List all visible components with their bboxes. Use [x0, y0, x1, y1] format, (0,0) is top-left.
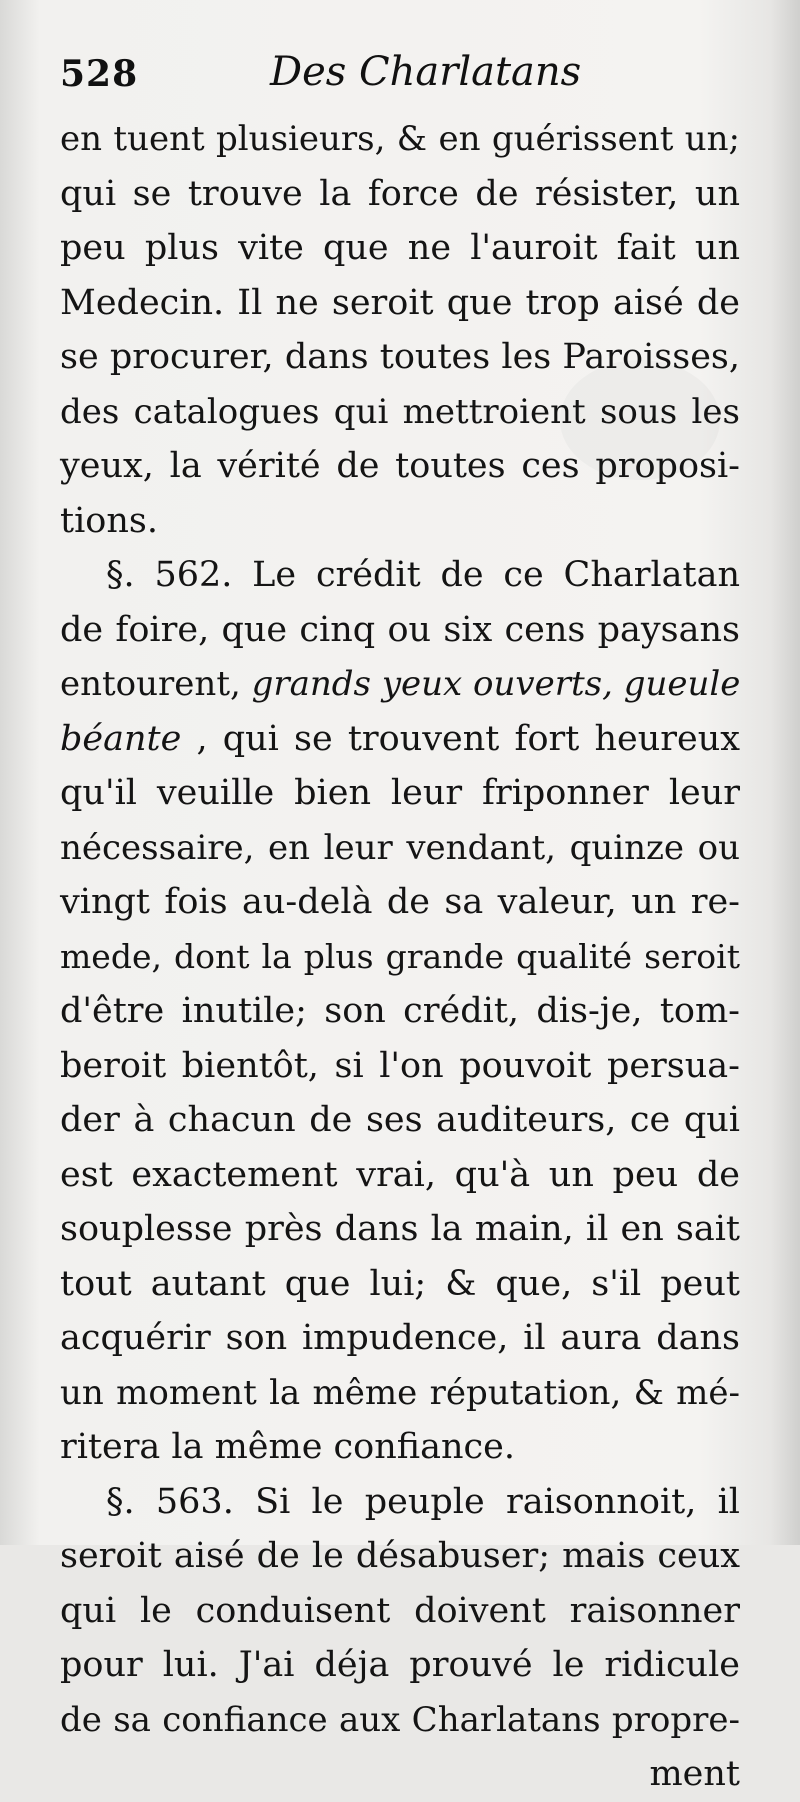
running-title: Des Charlatans [270, 49, 582, 95]
text-line: der à chacun de ses auditeurs, ce qui [60, 1100, 740, 1140]
text-line: nécessaire, en leur vendant, quinze ou [60, 827, 740, 868]
text-line: pour lui. J'ai déja prouvé le ridicule [60, 1645, 740, 1685]
body-text [60, 112, 740, 1802]
text-line: en tuent plusieurs, & en guérissent un; [60, 119, 740, 159]
text-line: yeux, la vérité de toutes ces proposi- [60, 446, 740, 486]
text-line: souplesse près dans la main, il en sait [60, 1209, 740, 1249]
text-segment: entourent, [60, 664, 241, 704]
text-line: Medecin. Il ne seroit que trop aisé de [60, 282, 740, 323]
text-line-mixed [60, 657, 740, 712]
text-segment: , qui se trouvent fort heureux [196, 718, 740, 759]
paragraph-start-562: §. 562. Le crédit de ce Charlatan [106, 555, 740, 595]
text-line: est exactement vrai, qu'à un peu de [60, 1154, 740, 1195]
text-line: seroit aisé de le désabuser; mais ceux [60, 1536, 740, 1576]
text-line: qui le conduisent doivent raisonner [60, 1590, 740, 1631]
text-line: d'être inutile; son crédit, dis-je, tom- [60, 991, 740, 1031]
text-line: un moment la même réputation, & mé- [60, 1372, 740, 1413]
text-line: se procurer, dans toutes les Paroisses, [60, 337, 740, 377]
text-line: acquérir son impudence, il aura dans [60, 1318, 740, 1358]
page-number: 528 [60, 53, 139, 95]
text-line: beroit bientôt, si l'on pouvoit persua- [60, 1045, 740, 1086]
text-line: vingt fois au-delà de sa valeur, un re- [60, 882, 740, 922]
text-line: de foire, que cinq ou six cens paysans [60, 609, 740, 650]
catchword: ment [649, 1754, 740, 1794]
text-line: mede, dont la plus grande qualité seroit [60, 936, 740, 976]
text-line: tout autant que lui; & que, s'il peut [60, 1263, 740, 1304]
text-line: qui se trouve la force de résister, un [60, 173, 740, 214]
text-line: peu plus vite que ne l'auroit fait un [60, 228, 740, 268]
paragraph-start-563: §. 563. Si le peuple raisonnoit, il [106, 1481, 740, 1522]
text-line: de sa confiance aux Charlatans propre- [60, 1699, 740, 1740]
text-line: tions. [60, 500, 158, 541]
text-line: ritera la même confiance. [60, 1427, 515, 1467]
page-header [60, 45, 760, 105]
text-line: des catalogues qui mettroient sous les [60, 391, 740, 432]
text-line-mixed [60, 712, 740, 767]
text-line: qu'il veuille bien leur friponner leur [60, 773, 740, 813]
italic-phrase: grands yeux ouverts, gueule [251, 664, 741, 704]
italic-phrase: béante [60, 718, 182, 759]
